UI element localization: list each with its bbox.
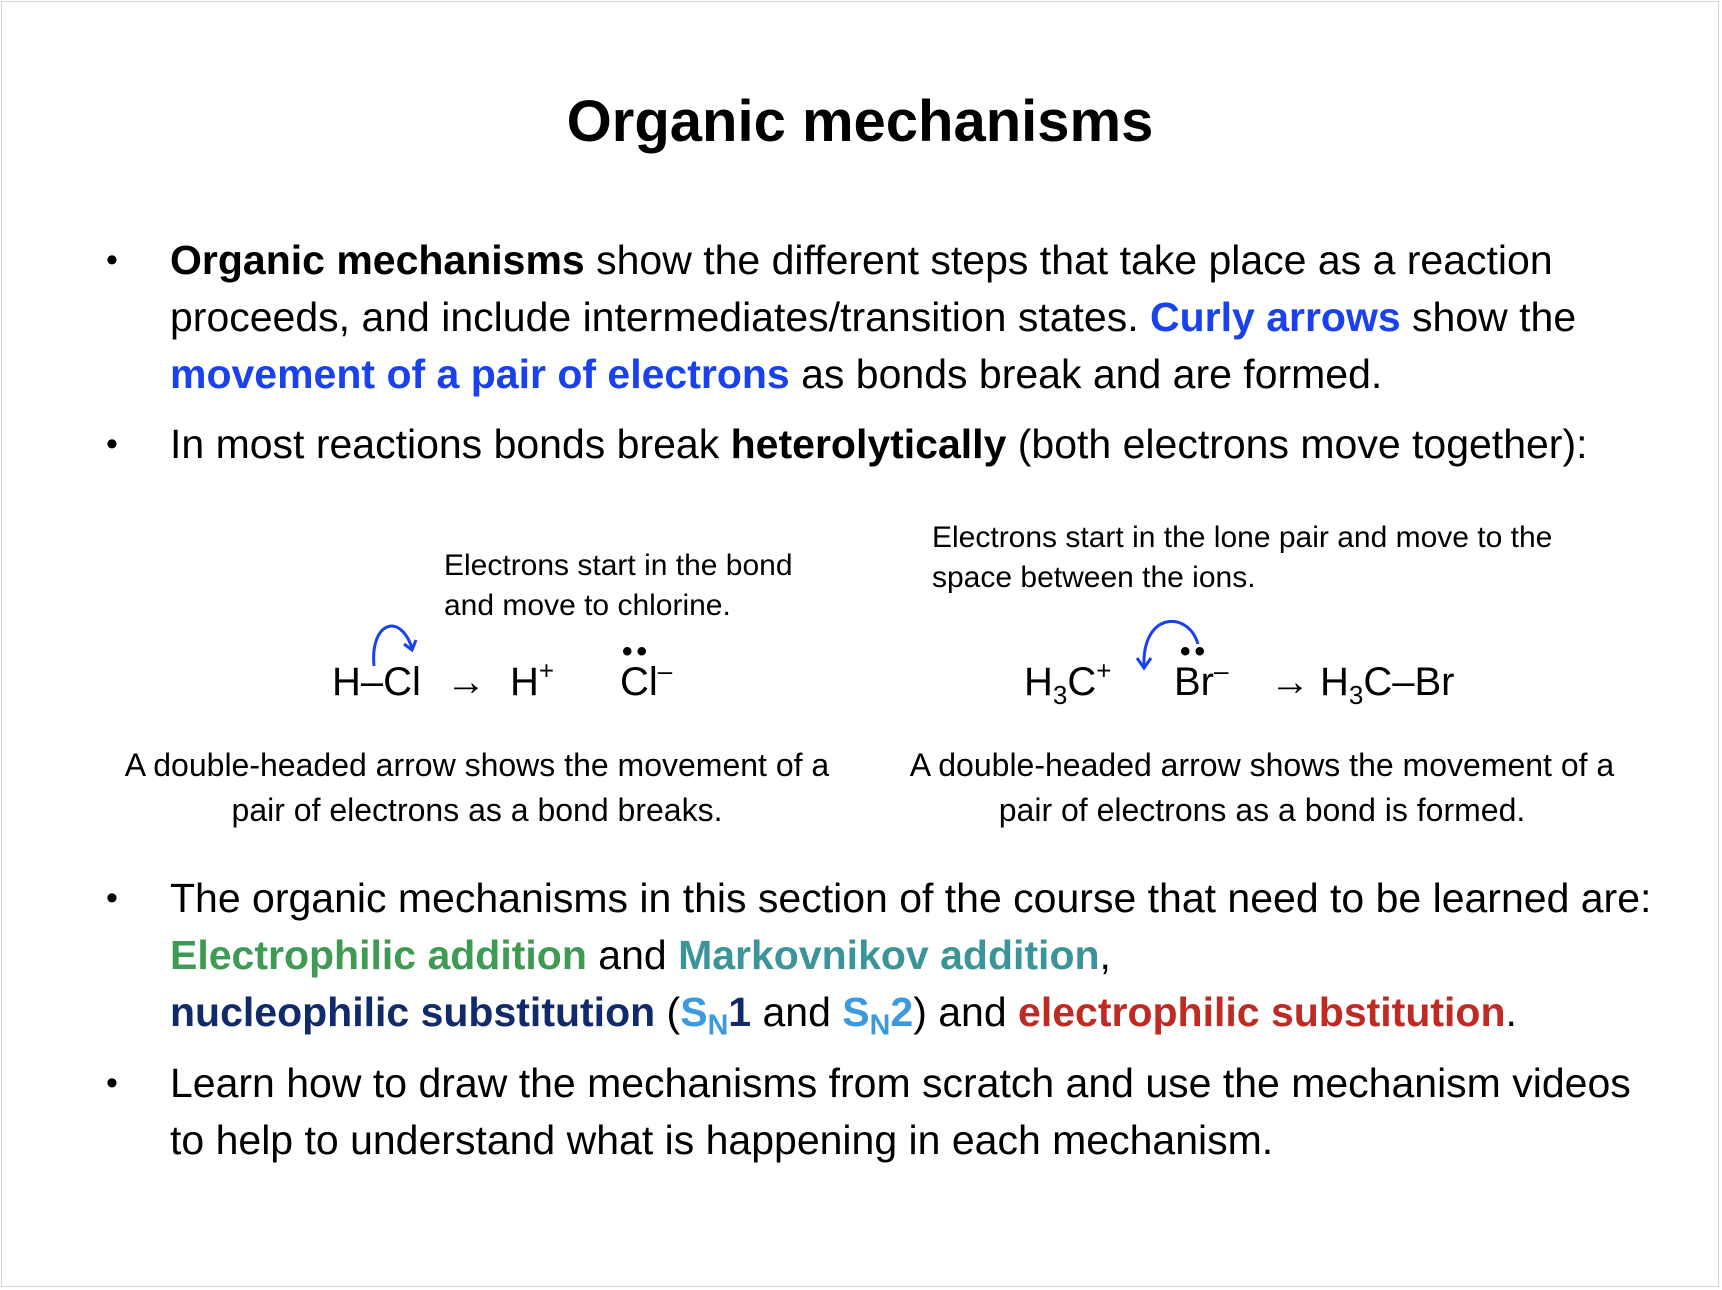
methyl-bromide [1320,658,1455,711]
term-sn2 [842,989,914,1042]
term-organic-mechanisms: Organic mechanisms [170,237,585,283]
methyl-h: H [1024,660,1053,704]
bullet-mechanisms-to-learn [106,870,1660,1042]
sn2-number: 2 [890,989,914,1035]
methyl-subscript: 3 [1052,680,1068,711]
methyl-cation [1024,655,1112,711]
bullet-text: show the different steps that take place as a reaction proceeds, and include intermediates/transition states. [170,237,1553,340]
bullet-text: ( [655,989,681,1035]
left-diagram-note: Electrons start in the bond and move to chlorine. [444,549,793,622]
h-plus-charge: + [538,655,555,686]
term-markovnikov-addition: Markovnikov addition [678,932,1100,978]
sn2-s: S [842,989,870,1035]
h-plus-ion [510,655,555,706]
term-curly-arrows: Curly arrows [1150,294,1401,340]
bromide-symbol: Br [1174,660,1214,704]
right-reaction-arrow: → [1270,660,1310,704]
methyl-charge: + [1096,655,1112,686]
bullet-text: , [1099,932,1111,978]
bullet-text: show the [1400,294,1577,340]
curly-arrow-icon [1132,614,1202,676]
right-diagram-caption: A double-headed arrow shows the movement of a pair of electrons as a bond is formed. [909,747,1615,828]
bromide-charge: – [1214,655,1229,686]
bullet-text: In most reactions bonds break [170,421,731,467]
hcl-bond: – [360,660,384,704]
h-plus-symbol: H [510,660,539,704]
term-electrophilic-substitution: electrophilic substitution [1018,989,1506,1035]
br-lone-pair-dots: •• [1180,635,1210,668]
term-sn1 [680,989,752,1042]
left-reaction-arrow: → [446,660,486,704]
sn2-subscript: N [869,1009,891,1042]
bullet-text: and [751,989,843,1035]
methyl-c: C [1067,660,1097,704]
cl-minus-symbol: Cl [620,660,658,704]
page-title: Organic mechanisms [566,89,1154,154]
sn1-s: S [680,989,708,1035]
term-heterolytically: heterolytically [730,421,1007,467]
left-diagram-caption: A double-headed arrow shows the movement of a pair of electrons as a bond breaks. [124,747,830,828]
bullet-text: and [586,932,679,978]
term-nucleophilic-substitution: nucleophilic substitution [170,989,656,1035]
bullet-heterolytic [106,416,1660,473]
bullet-text: (both electrons move together): [1006,421,1588,467]
product-h: H [1320,660,1349,704]
sn1-subscript: N [707,1009,729,1042]
bullet-text: Learn how to draw the mechanisms from scratch and use the mechanism videos to help to understand what is happening in each mechanism. [170,1060,1631,1163]
product-subscript: 3 [1348,680,1364,711]
right-diagram-note: Electrons start in the lone pair and move to the space between the ions. [932,521,1553,594]
cl-atom: Cl [383,660,421,704]
bullet-text: . [1505,989,1517,1035]
bullet-dot: • [106,1064,118,1102]
bullet-text: The organic mechanisms in this section of the course that need to be learned are: [170,875,1652,921]
sn1-number: 1 [728,989,752,1035]
bullet-learn-mechanisms [106,1055,1660,1169]
bullet-dot: • [106,879,118,917]
product-rest: C–Br [1363,660,1455,704]
bullet-dot: • [106,425,118,463]
term-movement-of-electrons: movement of a pair of electrons [170,351,790,397]
slide [1,1,1719,1287]
bullet-text: ) and [913,989,1019,1035]
curly-arrow-icon [364,614,424,674]
cl-lone-pair-dots: •• [622,635,652,668]
bullet-dot: • [106,241,118,279]
bullet-text: as bonds break and are formed. [789,351,1383,397]
curly-arrow-path [1144,621,1198,666]
h-atom: H [332,660,361,704]
term-electrophilic-addition: Electrophilic addition [170,932,587,978]
cl-minus-charge: – [657,655,673,686]
bullet-organic-mechanisms [106,232,1660,403]
